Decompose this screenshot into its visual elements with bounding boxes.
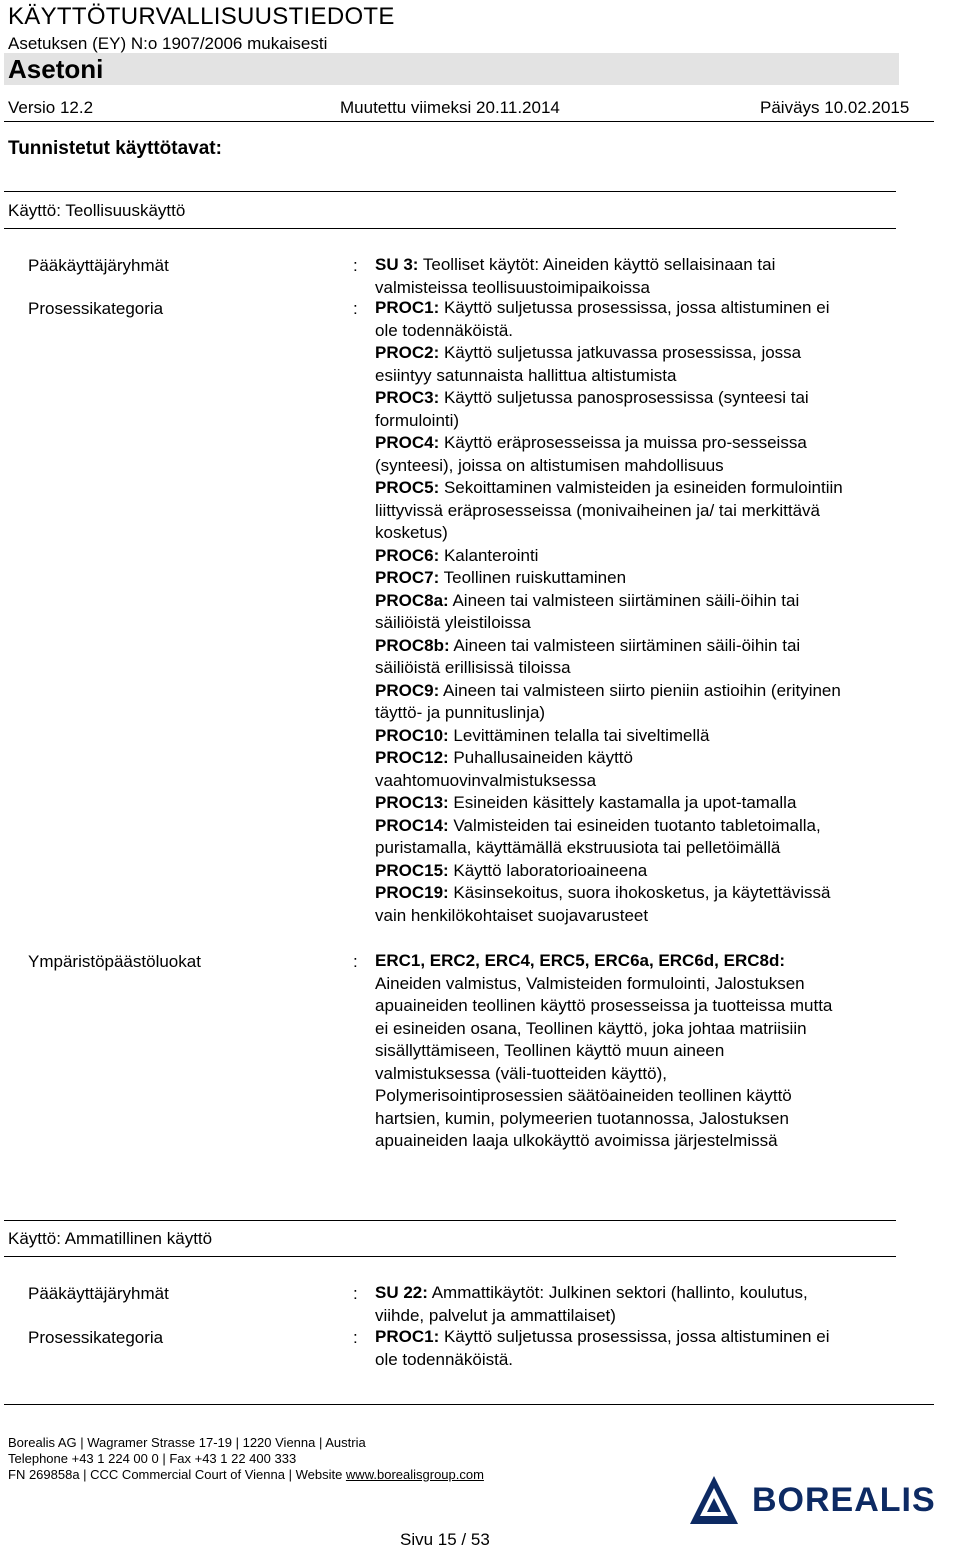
proc-entry <box>375 477 843 500</box>
use1-bottom-rule <box>4 228 896 229</box>
use1-process-label: Prosessikategoria <box>28 299 164 318</box>
erc-codes: ERC1, ERC2, ERC4, ERC5, ERC6a, ERC6d, ERC8d: <box>375 951 785 970</box>
proc-text: Käyttö laboratorioaineena <box>448 860 648 880</box>
version-label: Versio 12.2 <box>8 98 94 117</box>
proc-entry <box>375 432 843 455</box>
proc-text: Teollinen ruiskuttaminen <box>439 568 627 587</box>
website-link[interactable]: www.borealisgroup.com <box>345 1467 484 1482</box>
proc-code: PROC13: <box>375 793 449 812</box>
proc-code: PROC2: <box>375 343 440 362</box>
proc-code: PROC4: <box>375 433 440 452</box>
proc-text-cont: (synteesi), joissa on altistumisen mahdollisuus <box>375 455 724 475</box>
proc-text-cont: säiliöistä erillisissä tiloissa <box>375 658 571 677</box>
erc-text-line: Polymerisointiprosessien säätöaineiden teollinen käyttö <box>375 1086 792 1105</box>
modified-label: Muutettu viimeksi 20.11.2014 <box>340 98 560 117</box>
proc-entry <box>375 882 843 905</box>
document-title: KÄYTTÖTURVALLISUUSTIEDOTE <box>8 3 395 30</box>
su-text: Ammattikäytöt: Julkinen sektori (hallinto, koulutus, <box>427 1283 808 1302</box>
proc-entry <box>375 545 843 568</box>
erc-text-line: apuaineiden laaja ulkokäyttö avoimissa järjestelmissä <box>375 1131 778 1150</box>
use2-proc-list <box>375 1326 829 1371</box>
proc-entry <box>375 792 843 815</box>
su-text-cont: valmisteissa teollisuustoimipaikoissa <box>375 277 650 297</box>
use2-title: Käyttö: Ammatillinen käyttö <box>8 1229 213 1248</box>
use2-colon-1: : <box>353 1284 358 1303</box>
proc-entry <box>375 725 843 748</box>
proc-code: PROC14: <box>375 815 449 835</box>
use1-erc-list <box>375 950 832 1153</box>
proc-text-cont: täyttö- ja punnituslinja) <box>375 703 546 722</box>
proc-text: Käyttö suljetussa prosessissa, jossa altistuminen ei <box>439 1327 830 1346</box>
proc-code: PROC9: <box>375 680 440 700</box>
proc-entry <box>375 1326 829 1349</box>
logo-wordmark: BOREALIS <box>752 1481 936 1519</box>
proc-text: Sekoittaminen valmisteiden ja esineiden formulointiin <box>439 478 843 497</box>
use1-env-label: Ympäristöpäästöluokat <box>28 952 201 971</box>
proc-text-cont: esiintyy satunnaista hallittua altistumista <box>375 365 677 385</box>
proc-text: Käsinsekoitus, suora ihokosketus, ja käytettävissä <box>448 883 831 902</box>
proc-entry <box>375 680 843 703</box>
footer-registry-text: FN 269858a | CCC Commercial Court of Vienna | Website <box>8 1467 346 1482</box>
use1-colon-1: : <box>353 256 358 275</box>
proc-code: PROC8a: <box>375 590 449 610</box>
su-text: Teolliset käytöt: Aineiden käyttö sellaisinaan tai <box>418 255 776 274</box>
erc-text-line: ei esineiden osana, Teollinen käyttö, joka johtaa matriisiin <box>375 1018 807 1038</box>
use2-bottom-rule <box>4 1256 896 1257</box>
proc-text: Käyttö suljetussa jatkuvassa prosessissa, jossa <box>439 343 802 362</box>
proc-code: PROC1: <box>375 1327 440 1346</box>
erc-text-line: apuaineiden teollinen käyttö prosesseissa ja tuotteissa mutta <box>375 996 833 1015</box>
proc-entry <box>375 747 843 770</box>
erc-text-line: valmistuksessa (väli-tuotteiden käyttö), <box>375 1063 667 1083</box>
footer-rule <box>4 1404 934 1405</box>
proc-code: PROC19: <box>375 883 449 902</box>
use2-top-rule <box>4 1220 896 1221</box>
proc-code: PROC8b: <box>375 635 450 655</box>
page-number: Sivu 15 / 53 <box>400 1530 490 1549</box>
footer-registry <box>8 1467 484 1482</box>
use2-su-value <box>375 1282 808 1327</box>
proc-text-cont: vain henkilökohtaiset suojavarusteet <box>375 905 649 925</box>
proc-code: PROC1: <box>375 298 440 317</box>
proc-text: Käyttö suljetussa panosprosessissa (synteesi tai <box>439 388 809 407</box>
use1-colon-3: : <box>353 952 358 971</box>
proc-text-cont: puristamalla, käyttämällä ekstruusiota tai pelletöimällä <box>375 838 781 857</box>
product-bar <box>4 53 899 85</box>
use1-top-rule <box>4 191 896 192</box>
proc-text: Levittäminen telalla tai siveltimellä <box>448 725 710 745</box>
su-code: SU 22: <box>375 1283 428 1302</box>
proc-code: PROC10: <box>375 725 449 745</box>
proc-text-cont: ole todennäköistä. <box>375 1349 513 1369</box>
proc-entry <box>375 297 843 320</box>
use1-colon-2: : <box>353 299 358 318</box>
proc-text: Aineen tai valmisteen siirto pieniin astioihin (erityinen <box>439 680 841 700</box>
erc-text-line: sisällyttämiseen, Teollinen käyttö muun aineen <box>375 1041 725 1060</box>
proc-text-cont: formulointi) <box>375 410 460 430</box>
proc-text: Aineen tai valmisteen siirtäminen säili-öihin tai <box>448 590 800 610</box>
use2-colon-2: : <box>353 1328 358 1347</box>
proc-code: PROC15: <box>375 860 449 880</box>
proc-text-cont: liittyvissä eräprosesseissa (monivaiheinen ja/ tai merkittävä <box>375 500 821 520</box>
proc-entry <box>375 815 843 838</box>
erc-text-line: hartsien, kumin, polymeerien tuotannossa, Jalostuksen <box>375 1108 789 1128</box>
proc-text: Valmisteiden tai esineiden tuotanto tabletoimalla, <box>448 815 821 835</box>
proc-code: PROC3: <box>375 388 440 407</box>
proc-code: PROC12: <box>375 748 449 767</box>
use1-proc-list <box>375 297 843 927</box>
proc-entry <box>375 342 843 365</box>
proc-text: Puhallusaineiden käyttö <box>448 748 633 767</box>
use1-title: Käyttö: Teollisuuskäyttö <box>8 201 186 220</box>
proc-code: PROC5: <box>375 478 440 497</box>
proc-text: Käyttö suljetussa prosessissa, jossa altistuminen ei <box>439 298 830 317</box>
proc-entry <box>375 860 843 883</box>
proc-text: Esineiden käsittely kastamalla ja upot-tamalla <box>448 793 797 812</box>
proc-text: Kalanterointi <box>439 545 539 565</box>
use2-process-label: Prosessikategoria <box>28 1328 164 1347</box>
footer-address: Borealis AG | Wagramer Strasse 17-19 | 1220 Vienna | Austria <box>8 1435 366 1450</box>
footer-phone: Telephone +43 1 224 00 0 | Fax +43 1 22 400 333 <box>8 1451 297 1466</box>
proc-entry <box>375 590 843 613</box>
proc-text: Käyttö eräprosesseissa ja muissa pro-sesseissa <box>439 433 807 452</box>
header-rule <box>4 121 934 122</box>
proc-text-cont: kosketus) <box>375 523 448 542</box>
use1-main-user-label: Pääkäyttäjäryhmät <box>28 256 169 275</box>
product-name: Asetoni <box>8 54 104 84</box>
use2-main-user-label: Pääkäyttäjäryhmät <box>28 1284 169 1303</box>
proc-text: Aineen tai valmisteen siirtäminen säili-öihin tai <box>449 635 801 655</box>
proc-entry <box>375 635 843 658</box>
su-code: SU 3: <box>375 255 419 274</box>
su-text-cont: viihde, palvelut ja ammattilaiset) <box>375 1305 616 1325</box>
proc-entry <box>375 567 843 590</box>
date-label: Päiväys 10.02.2015 <box>760 98 910 117</box>
erc-text-line: Aineiden valmistus, Valmisteiden formulointi, Jalostuksen <box>375 973 805 993</box>
proc-entry <box>375 387 843 410</box>
section-title: Tunnistetut käyttötavat: <box>8 138 222 159</box>
proc-text-cont: säiliöistä yleistiloissa <box>375 613 531 632</box>
proc-text-cont: vaahtomuovinvalmistuksessa <box>375 770 597 790</box>
proc-text-cont: ole todennäköistä. <box>375 320 513 340</box>
regulation-line: Asetuksen (EY) N:o 1907/2006 mukaisesti <box>8 34 328 53</box>
use1-su-value <box>375 254 775 299</box>
proc-code: PROC6: <box>375 545 440 565</box>
proc-code: PROC7: <box>375 568 440 587</box>
